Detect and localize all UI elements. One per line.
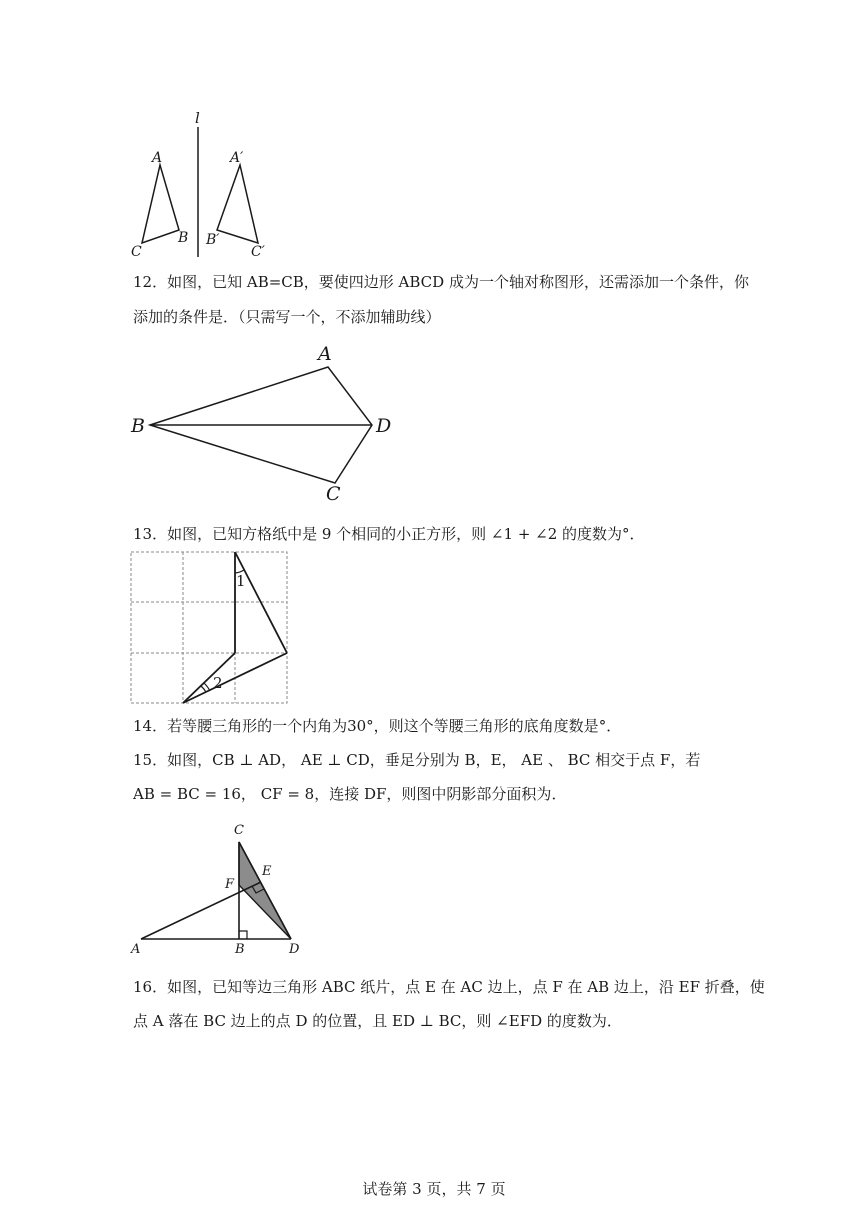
q15-line1: [133, 750, 700, 770]
figure-q11-symmetry: [120, 105, 280, 265]
q13-line: [133, 524, 645, 544]
segment-bottom: [183, 653, 287, 703]
label-B: B: [131, 415, 145, 437]
label-C: C: [326, 483, 341, 505]
angle-2-arc-a: [201, 686, 206, 692]
grid-lines: [131, 552, 287, 703]
q15-line2: [133, 784, 566, 804]
triangle-abc: [142, 165, 179, 243]
q13-text-2: °．: [622, 525, 645, 543]
figure-q15-triangles: [128, 818, 318, 963]
q16-line2: [133, 1011, 622, 1031]
q15-text-3: ．: [551, 785, 567, 803]
label-E: E: [262, 864, 272, 879]
q12-line2: [133, 307, 441, 327]
page-footer: 试卷第 3 页，共 7 页: [362, 1180, 506, 1198]
label-B: B: [178, 230, 189, 246]
q12-text-3: ．（只需写一个，不添加辅助线）: [223, 308, 441, 326]
figure-q12-quadrilateral: [120, 335, 410, 510]
q12-text-1: 12．如图，已知 AB=CB，要使四边形 ABCD 成为一个轴对称图形，还需添加一个条件，你: [133, 273, 749, 291]
figure-q13-grid: [130, 551, 290, 706]
label-A: A: [152, 150, 163, 166]
label-A1: A′: [230, 150, 244, 166]
label-A: A: [318, 343, 332, 365]
label-A: A: [131, 942, 141, 957]
triangle-a1b1c1: [217, 165, 258, 243]
label-angle-1: 1: [236, 572, 246, 590]
label-C1: C′: [251, 244, 265, 260]
q14-text-1: 14．若等腰三角形的一个内角为30°，则这个等腰三角形的底角度数是: [133, 717, 599, 735]
q16-line1: [133, 977, 765, 997]
q12-line1: [133, 272, 749, 292]
q13-text-1: 13．如图，已知方格纸中是 9 个相同的小正方形，则 ∠1 + ∠2 的度数为: [133, 525, 623, 543]
q15-text-1: 15．如图，CB ⊥ AD， AE ⊥ CD，垂足分别为 B，E， AE 、 BC 相交于点 F，若: [133, 751, 701, 769]
label-F: F: [225, 877, 235, 892]
label-angle-2: 2: [213, 674, 223, 692]
label-D: D: [376, 415, 392, 437]
q16-text-3: ．: [606, 1012, 622, 1030]
q12-text-2: 添加的条件是: [133, 308, 224, 326]
q14-line: [133, 716, 621, 736]
segment-lower-left: [183, 653, 235, 703]
label-B: B: [235, 942, 245, 957]
label-C: C: [131, 244, 142, 260]
label-D: D: [289, 942, 300, 957]
q15-text-2: AB = BC = 16， CF = 8，连接 DF，则图中阴影部分面积为: [133, 785, 552, 803]
q16-text-1: 16．如图，已知等边三角形 ABC 纸片，点 E 在 AC 边上，点 F 在 AB 边上，沿 EF 折叠，使: [133, 978, 765, 996]
right-angle-b: [239, 931, 247, 939]
label-l: l: [195, 109, 200, 127]
label-B1: B′: [206, 232, 220, 248]
q14-text-2: °．: [598, 717, 622, 735]
label-C: C: [234, 823, 244, 838]
q16-text-2: 点 A 落在 BC 边上的点 D 的位置，且 ED ⊥ BC，则 ∠EFD 的度数为: [133, 1012, 607, 1030]
